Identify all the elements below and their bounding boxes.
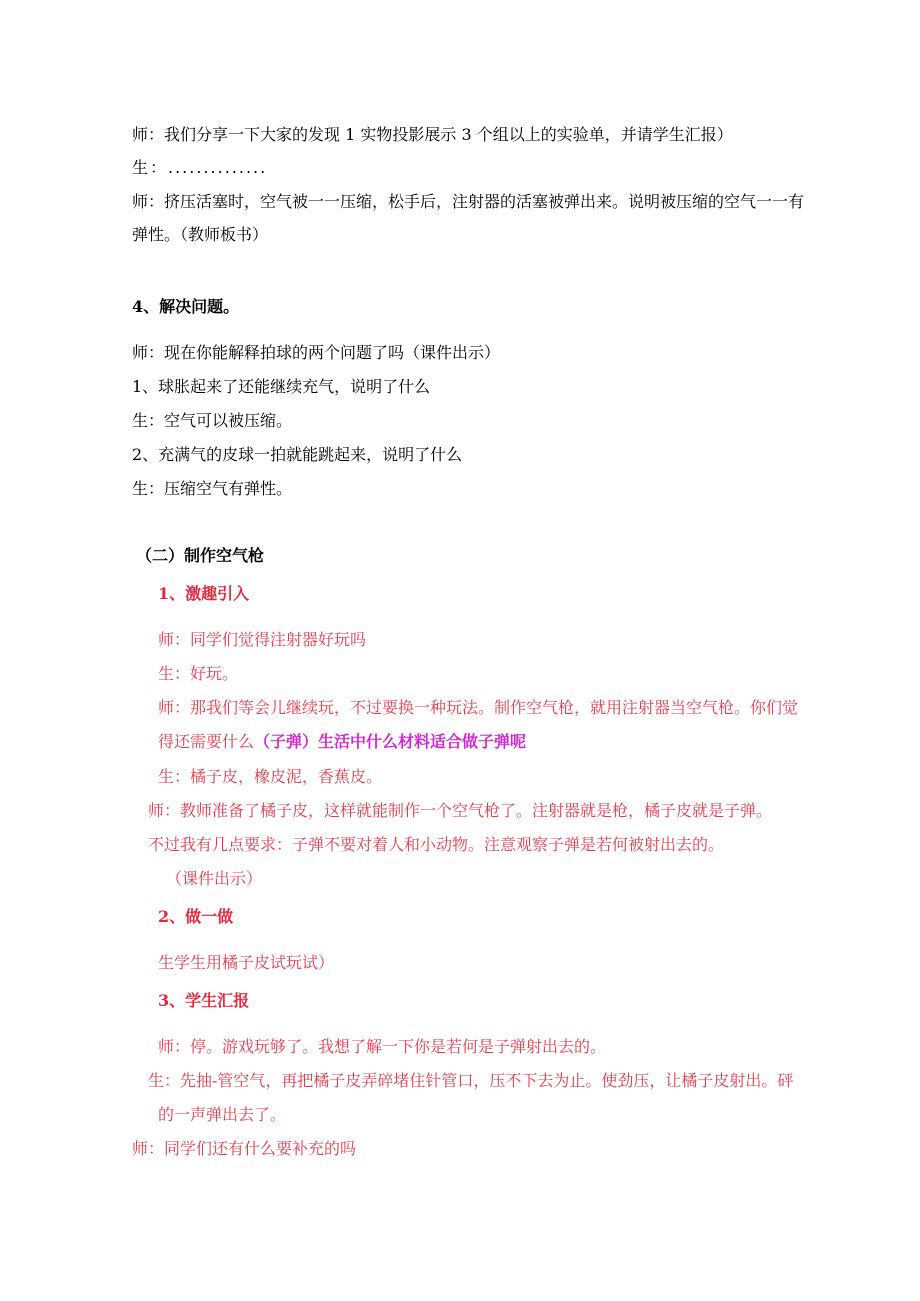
paragraph-teacher-explain-cont: 弹性。（教师板书） — [132, 225, 269, 244]
paragraph-student-answer-1: 生：空气可以被压缩。 — [132, 411, 293, 430]
paragraph-teacher-rules: 不过我有几点要求：子弹不要对着人和小动物。注意观察子弹是若何被射出去的。 — [148, 835, 725, 854]
paragraph-teacher-airgun: 师：那我们等会儿继续玩，不过要换一种玩法。制作空气枪，就用注射器当空气枪。你们觉 — [158, 698, 799, 717]
paragraph-teacher-fun: 师：同学们觉得注射器好玩吗 — [158, 630, 367, 649]
paragraph-teacher-explain: 师：挤压活塞时，空气被一一压缩，松手后，注射器的活塞被弹出来。说明被压缩的空气一一有 — [132, 192, 805, 211]
heading-solve-problem: 4、解决问题。 — [132, 297, 240, 316]
paragraph-student-fun: 生：好玩。 — [158, 664, 239, 683]
paragraph-teacher-share: 师：我们分享一下大家的发现 1 实物投影展示 3 个组以上的实验单，并请学生汇报） — [132, 125, 733, 144]
paragraph-student-method: 生：先抽-管空气，再把橘子皮弄碎堵住针管口，压不下去为止。使劲压，让橘子皮射出。砰 — [148, 1071, 794, 1090]
list-item-question-2: 2、充满气的皮球一拍就能跳起来，说明了什么 — [132, 445, 463, 464]
paragraph-student-dots: 生：.............. — [132, 158, 268, 177]
paragraph-teacher-prepared: 师：教师准备了橘子皮，这样就能制作一个空气枪了。注射器就是枪，橘子皮就是子弹。 — [148, 801, 773, 820]
list-item-question-1: 1、球胀起来了还能继续充气，说明了什么 — [132, 377, 431, 396]
paragraph-teacher-question: 师：现在你能解释拍球的两个问题了吗（课件出示） — [132, 343, 501, 362]
paragraph-teacher-supplement: 师：同学们还有什么要补充的吗 — [132, 1139, 357, 1158]
section-heading-air-gun: （二）制作空气枪 — [136, 546, 265, 565]
paragraph-courseware: （课件出示） — [166, 869, 263, 888]
text-need-what: 得还需要什么 — [158, 732, 255, 751]
text-bullet-material: （子弹）生活中什么材料适合做子弹呢 — [254, 732, 527, 751]
paragraph-student-answer-2: 生：压缩空气有弹性。 — [132, 479, 293, 498]
subheading-intro: 1、激趣引入 — [158, 584, 250, 603]
subheading-do-it: 2、做一做 — [158, 907, 234, 926]
paragraph-student-method-cont: 的一声弹出去了。 — [158, 1105, 287, 1124]
paragraph-student-try: 生学生用橘子皮试玩试） — [158, 953, 335, 972]
paragraph-student-materials: 生：橘子皮，橡皮泥，香蕉皮。 — [158, 767, 383, 786]
subheading-report: 3、学生汇报 — [158, 991, 250, 1010]
paragraph-teacher-airgun-cont — [158, 731, 526, 753]
paragraph-teacher-stop: 师：停。游戏玩够了。我想了解一下你是若何是子弹射出去的。 — [158, 1037, 607, 1056]
